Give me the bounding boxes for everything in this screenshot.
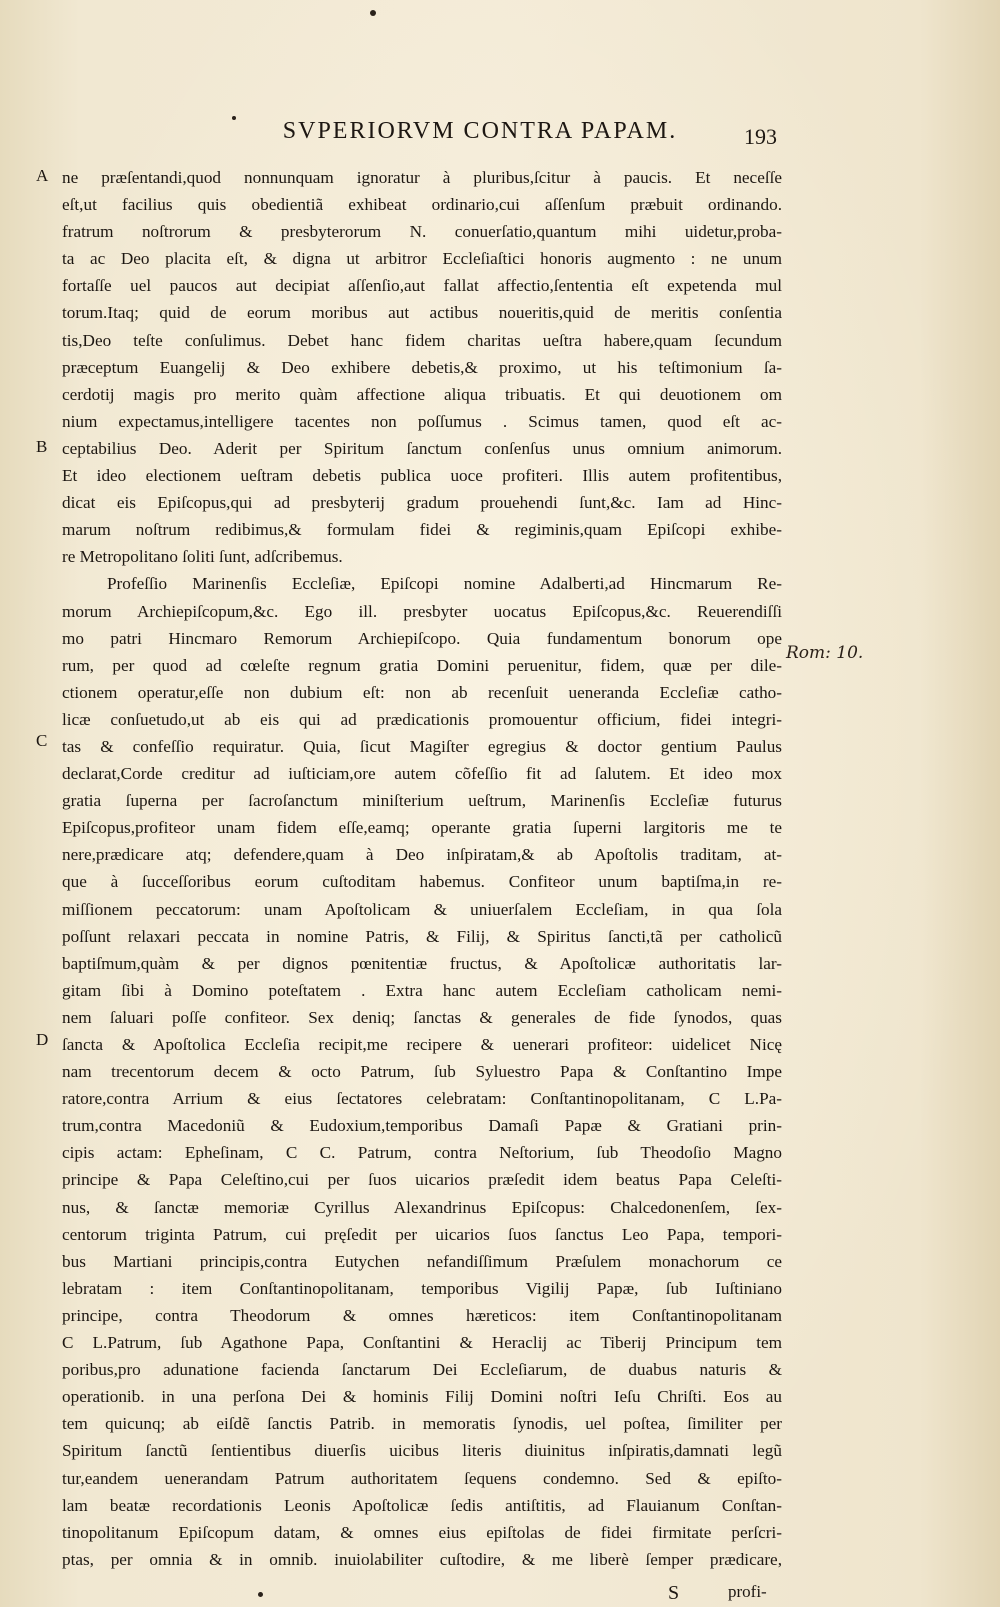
- text-line: baptiſmum,quàm & per dignos pœnitentiæ fructus, & Apoſtolicæ authoritatis lar-: [62, 953, 782, 973]
- text-line: principe & Papa Celeſtino,cui per ſuos uicarios præſedit idem beatus Papa Celeſti-: [62, 1170, 782, 1190]
- text-line: centorum triginta Patrum, cui pręſedit per uicarios ſuos ſanctus Leo Papa, tempori-: [62, 1224, 782, 1244]
- text-line: miſſionem peccatorum: unam Apoſtolicam & uniuerſalem Eccleſiam, in qua ſola: [62, 899, 782, 919]
- margin-letter-d: D: [36, 1030, 49, 1049]
- text-line: Et ideo electionem ueſtram debetis publica uoce profiteri. Illis autem profitentibus,: [62, 466, 782, 486]
- text-line: nere,prædicare atq; defendere,quam à Deo inſpiratam,& ab Apoſtolis traditam, at-: [62, 845, 782, 865]
- text-line: tas & confeſſio requiratur. Quia, ſicut Magiſter egregius & doctor gentium Paulus: [62, 736, 782, 756]
- ink-spot-top: [370, 10, 376, 16]
- text-line: dicat eis Epiſcopus,qui ad presbyterij gradum prouehendi ſunt,&c. Iam ad Hinc-: [62, 493, 782, 513]
- text-line: poribus,pro adunatione facienda ſanctarum Dei Eccleſiarum, de duabus naturis &: [62, 1360, 782, 1380]
- ink-spot-bottom: [258, 1592, 263, 1597]
- text-line: gratia ſuperna per ſacroſanctum miniſterium ueſtrum, Marinenſis Eccleſiæ futurus: [62, 791, 782, 811]
- text-line: lam beatæ recordationis Leonis Apoſtolicæ ſedis antiſtitis, ad Flauianum Conſtan-: [62, 1495, 782, 1515]
- text-line: ceptabilius Deo. Aderit per Spiritum ſanctum conſenſus unus omnium animorum.: [62, 438, 782, 458]
- margin-letter-b: B: [36, 437, 48, 456]
- text-line: cipis actam: Epheſinam, C C. Patrum, contra Neſtorium, ſub Theodoſio Magno: [62, 1143, 782, 1163]
- text-line: ta ac Deo placita eſt, & digna ut arbitror Eccleſiaſtici honoris augmento : ne unum: [62, 249, 782, 269]
- text-line: lebratam : item Conſtantinopolitanam, temporibus Vigilij Papæ, ſub Iuſtiniano: [62, 1278, 782, 1298]
- text-line: tis,Deo teſte conſulimus. Debet hanc fidem charitas ueſtra habere,quam ſecundum: [62, 330, 782, 350]
- text-line: ne præſentandi,quod nonnunquam ignoratur à pluribus,ſcitur à paucis. Et neceſſe: [62, 168, 782, 187]
- text-line: ptas, per omnia & in omnib. inuiolabiliter cuſtodire, & me liberè ſemper prædicare,: [62, 1549, 782, 1569]
- text-line: marum noſtrum redibimus,& formulam fidei & regiminis,quam Epiſcopi exhibe-: [62, 520, 782, 540]
- text-line: nem ſaluari poſſe confiteor. Sex deniq; ſanctas & generales de fide ſynodos, quas: [62, 1007, 782, 1027]
- text-line: gitam ſibi à Domino poteſtatem . Extra hanc autem Eccleſiam catholicam nemi-: [62, 980, 782, 1000]
- text-line: præceptum Euangelij & Deo exhibere debetis,& proximo, ut his teſtimonium ſa-: [62, 357, 782, 377]
- text-line: tinopolitanum Epiſcopum datam, & omnes eius epiſtolas de fidei firmitate perſcri-: [62, 1522, 782, 1542]
- text-line: mo patri Hincmaro Remorum Archiepiſcopo. Quia fundamentum bonorum ope: [62, 628, 782, 648]
- text-line: rum, per quod ad cœleſte regnum gratia Domini peruenitur, fidem, quæ per dile-: [62, 655, 782, 675]
- signature-mark: S: [668, 1582, 680, 1604]
- text-line: ſancta & Apoſtolica Eccleſia recipit,me recipere & uenerari profiteor: uidelicet Nicę: [62, 1035, 782, 1054]
- text-line: fortaſſe uel paucos aut decipiat aſſenſio,aut fallat affectio,ſententia eſt expetenda mul: [62, 276, 782, 296]
- text-line: fratrum noſtrorum & presbyterorum N. conuerſatio,quantum mihi uidetur,proba-: [62, 222, 782, 242]
- catchword: profi-: [728, 1582, 767, 1601]
- text-line: declarat,Corde creditur ad iuſticiam,ore autem cõfeſſio fit ad ſalutem. Et ideo mox: [62, 764, 782, 784]
- text-line: licæ conſuetudo,ut ab eis qui ad prædicationis promouentur officium, fidei integri-: [62, 709, 782, 729]
- margin-note-reference: Rom: 10.: [786, 643, 864, 663]
- running-title: SVPERIORVM CONTRA PAPAM.: [282, 118, 678, 144]
- text-line: ctionem operatur,eſſe non dubium eſt: non ab recenſuit ueneranda Eccleſiæ catho-: [62, 682, 782, 702]
- text-line: bus Martiani principis,contra Eutychen nefandiſſimum Præſulem monachorum ce: [62, 1251, 782, 1271]
- text-line: nium expectamus,intelligere tacentes non poſſumus . Scimus tamen, quod eſt ac-: [62, 411, 782, 431]
- text-line: eſt,ut facilius quis obedientiã exhibeat ordinario,cui aſſenſum præbuit ordinando.: [62, 195, 782, 215]
- text-line: operationib. in una perſona Dei & hominis Filij Domini noſtri Ieſu Chriſti. Eos au: [62, 1387, 782, 1407]
- text-line: tem quicunq; ab eiſdẽ ſanctis Patrib. in memoratis ſynodis, uel poſtea, ſimiliter per: [62, 1414, 782, 1434]
- text-line: torum.Itaq; quid de eorum moribus aut actibus noueritis,quid de meritis conſentia: [62, 303, 782, 323]
- text-line: nam trecentorum decem & octo Patrum, ſub Syluestro Papa & Conſtantino Impe: [62, 1062, 782, 1082]
- text-line: principe, contra Theodorum & omnes hæreticos: item Conſtantinopolitanam: [62, 1305, 782, 1325]
- text-line: Spiritum ſanctũ ſentientibus diuerſis uicibus literis diuinitus inſpiratis,damnati legũ: [62, 1441, 782, 1461]
- text-line: Epiſcopus,profiteor unam fidem eſſe,eamq; operante gratia ſuperni largitoris me te: [62, 818, 782, 838]
- text-line: poſſunt relaxari peccata in nomine Patris, & Filij, & Spiritus ſancti,tã per catholicũ: [62, 926, 782, 946]
- text-line: re Metropolitano ſoliti ſunt, adſcribemus.: [62, 547, 343, 567]
- text-line: cerdotij magis pro merito quàm affectione aliqua tribuatis. Et qui deuotionem om: [62, 384, 782, 404]
- text-line: tur,eandem uenerandam Patrum authoritatem ſequens condemno. Sed & epiſto-: [62, 1468, 782, 1488]
- margin-letter-a: A: [36, 166, 49, 185]
- text-line: ratore,contra Arrium & eius ſectatores celebratam: Conſtantinopolitanam, C L.Pa-: [62, 1089, 782, 1109]
- margin-letter-c: C: [36, 731, 48, 750]
- text-line: morum Archiepiſcopum,&c. Ego ill. presbyter uocatus Epiſcopus,&c. Reuerendiſſi: [62, 601, 782, 621]
- main-text-block: [62, 164, 782, 1573]
- text-line: que à ſucceſſoribus eorum cuſtoditam habemus. Confiteor unum baptiſma,in re-: [62, 872, 782, 892]
- text-line: trum,contra Macedoniũ & Eudoxium,temporibus Damaſi Papæ & Gratiani prin-: [62, 1116, 782, 1136]
- text-line: nus, & ſanctæ memoriæ Cyrillus Alexandrinus Epiſcopus: Chalcedonenſem, ſex-: [62, 1197, 782, 1217]
- text-line: C L.Patrum, ſub Agathone Papa, Conſtantini & Heraclij ac Tiberij Principum tem: [62, 1333, 782, 1353]
- text-line-heading: Profeſſio Marinenſis Eccleſiæ, Epiſcopi nomine Adalberti,ad Hincmarum Re-: [107, 574, 782, 594]
- folio-number: 193: [744, 124, 777, 149]
